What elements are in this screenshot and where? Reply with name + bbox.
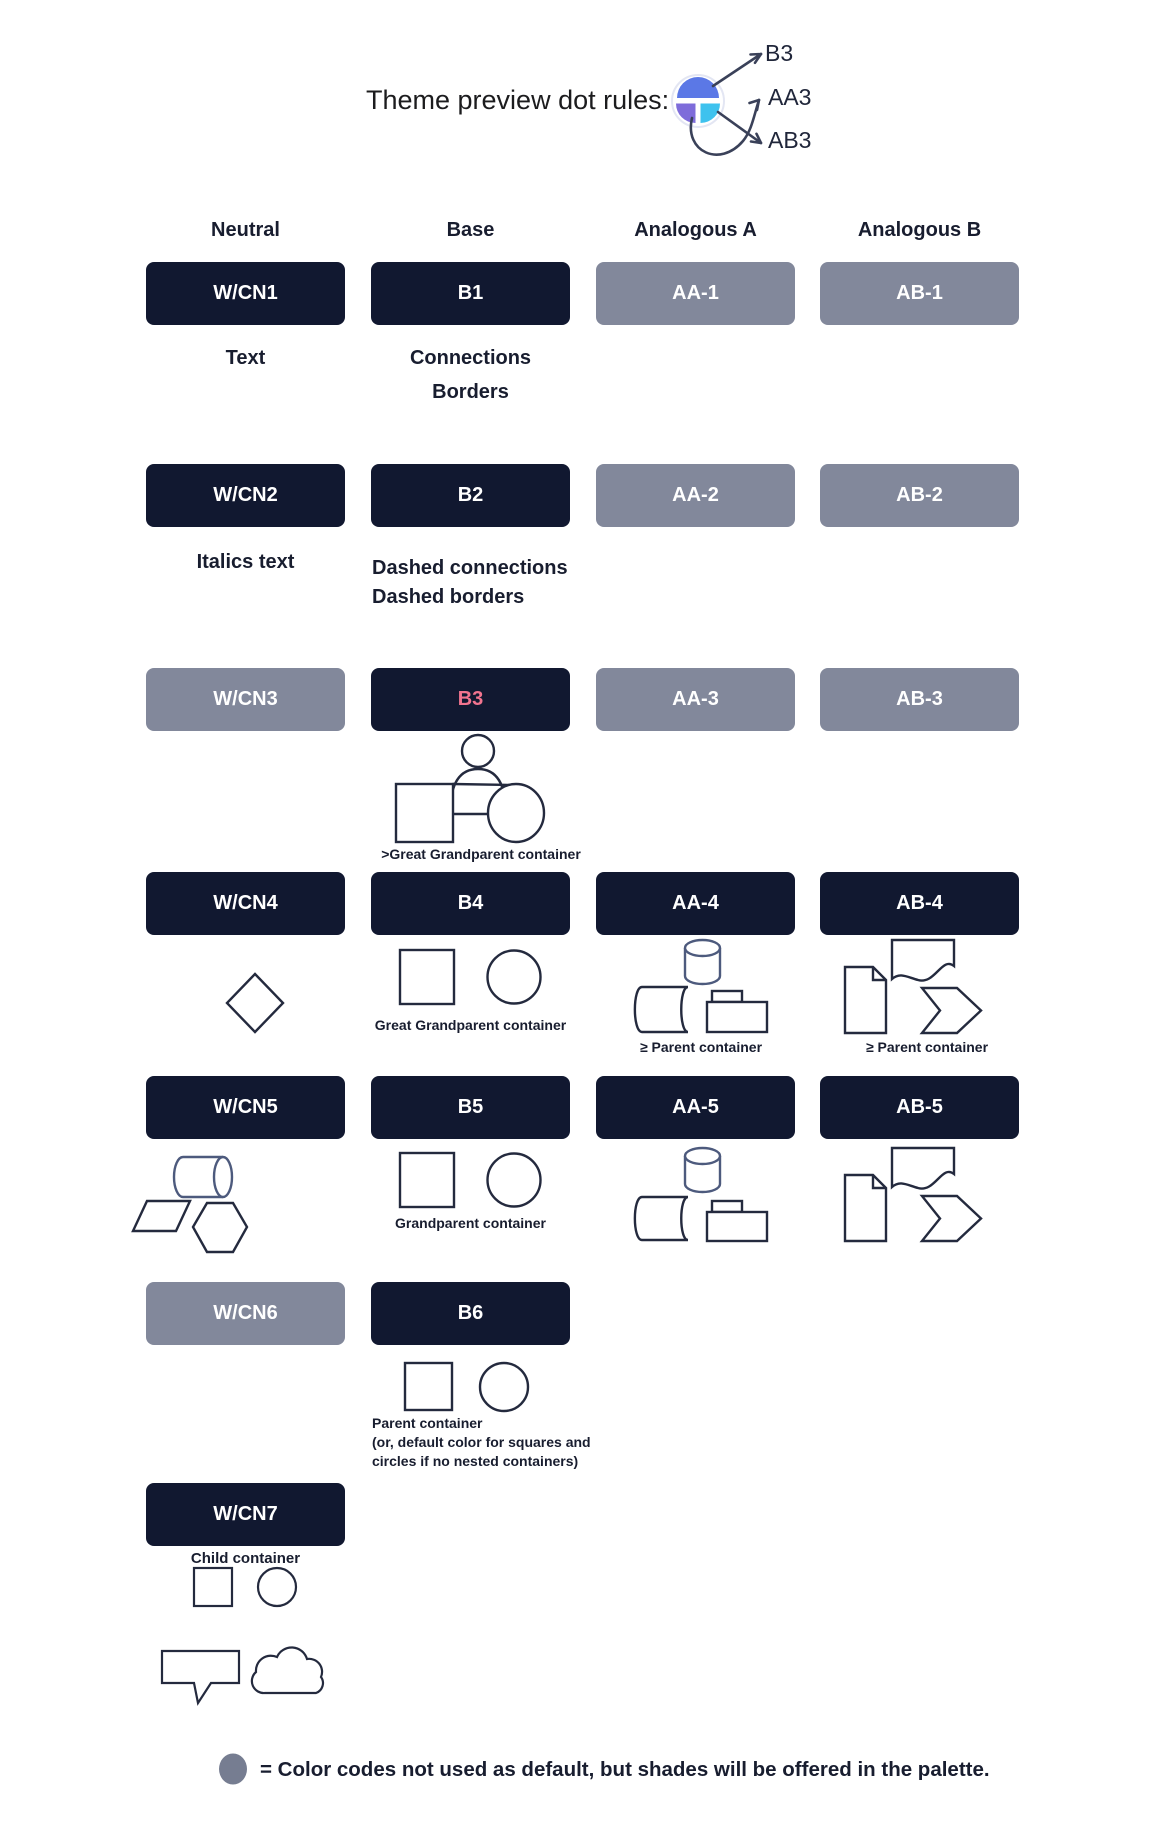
banner-shape <box>892 1148 954 1189</box>
note-dashed <box>372 554 632 612</box>
swatch-wcn7: W/CN7 <box>146 1483 345 1546</box>
cylinder-top-icon <box>685 1148 720 1164</box>
circle-shape <box>480 1363 528 1411</box>
note-dashed-line1: Dashed connections <box>372 557 568 579</box>
stored-data-shape <box>635 1197 688 1240</box>
caption-parent-line2: (or, default color for squares and <box>372 1434 591 1450</box>
circle-shape <box>488 784 544 842</box>
cylinder-top-icon <box>685 940 720 956</box>
swatch-b5: B5 <box>371 1076 570 1139</box>
cloud-shape <box>252 1647 323 1693</box>
theme-preview-dot-icon <box>640 16 855 176</box>
swatch-wcn4: W/CN4 <box>146 872 345 935</box>
footer-gray-dot-icon <box>216 1752 252 1788</box>
swatch-aa4: AA-4 <box>596 872 795 935</box>
circle-shape <box>258 1568 296 1606</box>
b5-shapes <box>390 1149 550 1215</box>
column-header-analogous-a: Analogous A <box>634 219 757 241</box>
dot-rule-label-ab3: AB3 <box>768 127 812 153</box>
swatch-ab3: AB-3 <box>820 668 1019 731</box>
folder-tab-shape <box>712 991 742 1002</box>
swatch-wcn3: W/CN3 <box>146 668 345 731</box>
swatch-wcn1: W/CN1 <box>146 262 345 325</box>
aa5-shapes <box>620 1143 790 1243</box>
swatch-b3: B3 <box>371 668 570 731</box>
swatch-aa1: AA-1 <box>596 262 795 325</box>
swatch-ab2: AB-2 <box>820 464 1019 527</box>
page-title: Theme preview dot rules: <box>366 85 670 115</box>
b6-shapes <box>390 1358 550 1414</box>
footer-legend-text: = Color codes not used as default, but shades will be offered in the palette. <box>260 1758 990 1781</box>
dot-rule-label-b3: B3 <box>765 40 794 66</box>
swatch-aa3: AA-3 <box>596 668 795 731</box>
chevron-shape <box>922 1196 981 1241</box>
folder-body-shape <box>707 1002 767 1032</box>
wcn7-shapes <box>150 1560 350 1710</box>
ab4-shapes <box>830 935 1000 1035</box>
square-shape <box>400 950 454 1004</box>
caption-child-container: Child container <box>190 1550 301 1567</box>
note-text: Text <box>225 347 266 369</box>
swatch-ab4: AB-4 <box>820 872 1019 935</box>
folder-tab-shape <box>712 1201 742 1212</box>
ab5-shapes <box>830 1143 1000 1243</box>
arrow-to-b3 <box>713 54 761 86</box>
square-shape <box>396 784 453 842</box>
column-header-analogous-b: Analogous B <box>857 219 982 241</box>
square-shape <box>400 1153 454 1207</box>
hexagon-shape <box>193 1203 247 1252</box>
circle-shape <box>488 1154 541 1207</box>
b3-shapes <box>370 732 580 852</box>
gray-dot-shape <box>219 1754 247 1785</box>
swatch-ab1: AB-1 <box>820 262 1019 325</box>
diamond-shape <box>227 974 283 1032</box>
caption-grandparent: Grandparent container <box>395 1215 546 1231</box>
note-dashed-line2: Dashed borders <box>372 586 525 608</box>
column-header-neutral: Neutral <box>211 219 280 241</box>
caption-parent-default <box>372 1414 672 1471</box>
caption-great-grandparent: Great Grandparent container <box>374 1017 567 1033</box>
circle-shape <box>488 951 541 1004</box>
note-connections-line2: Borders <box>432 381 509 403</box>
wcn5-shapes <box>125 1145 285 1260</box>
swatch-wcn6: W/CN6 <box>146 1282 345 1345</box>
square-shape <box>194 1568 232 1606</box>
swatch-wcn2: W/CN2 <box>146 464 345 527</box>
swatch-b6: B6 <box>371 1282 570 1345</box>
document-shape <box>845 967 886 1033</box>
parallelogram-shape <box>133 1201 190 1231</box>
note-connections-line1: Connections <box>409 347 532 369</box>
caption-great-grandparent-gt: >Great Grandparent container <box>381 846 581 862</box>
note-italics-text: Italics text <box>196 551 295 573</box>
horizontal-cylinder-cap-icon <box>214 1157 232 1197</box>
caption-parent-ab: ≥ Parent container <box>865 1039 989 1055</box>
swatch-b1: B1 <box>371 262 570 325</box>
swatch-b4: B4 <box>371 872 570 935</box>
arrowhead-aa3 <box>750 100 760 110</box>
stored-data-shape <box>635 987 688 1032</box>
caption-parent-line3: circles if no nested containers) <box>372 1453 579 1469</box>
document-shape <box>845 1175 886 1241</box>
caption-parent-aa: ≥ Parent container <box>639 1039 763 1055</box>
swatch-aa2: AA-2 <box>596 464 795 527</box>
swatch-b2: B2 <box>371 464 570 527</box>
square-shape <box>405 1363 452 1410</box>
swatch-ab5: AB-5 <box>820 1076 1019 1139</box>
swatch-aa5: AA-5 <box>596 1076 795 1139</box>
aa4-shapes <box>620 935 790 1035</box>
column-header-base: Base <box>446 219 495 241</box>
wcn4-shapes <box>210 966 300 1040</box>
swatch-wcn5: W/CN5 <box>146 1076 345 1139</box>
chevron-shape <box>922 988 981 1033</box>
b4-shapes <box>390 944 550 1010</box>
speech-bubble-shape <box>162 1651 239 1703</box>
caption-parent-line1: Parent container <box>372 1415 483 1431</box>
dot-rule-label-aa3: AA3 <box>768 84 812 110</box>
banner-shape <box>892 940 954 981</box>
note-connections-borders <box>371 341 570 409</box>
folder-body-shape <box>707 1212 767 1241</box>
person-head-shape <box>462 735 494 767</box>
